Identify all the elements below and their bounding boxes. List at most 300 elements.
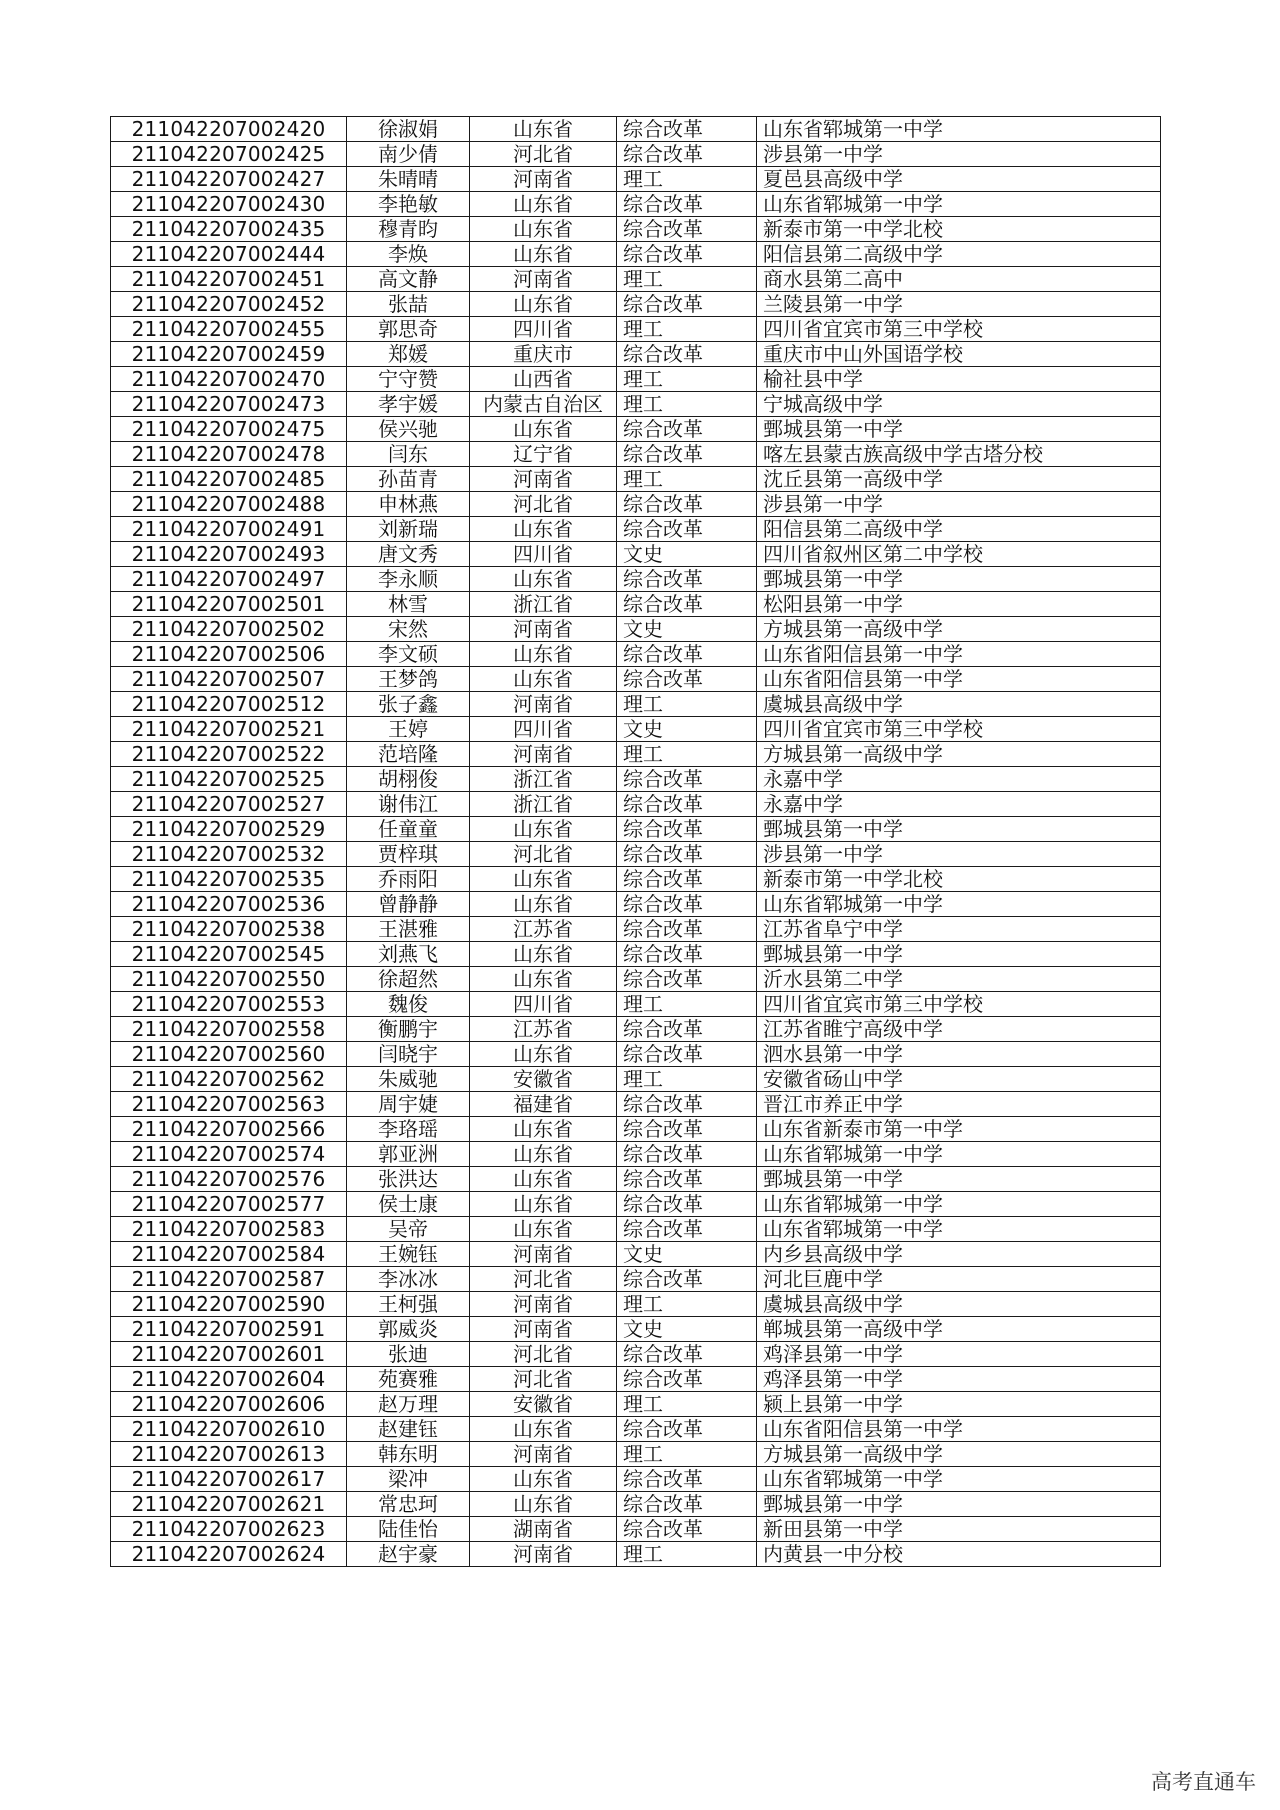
table-row: [111, 917, 1161, 942]
school-cell: 涉县第一中学: [757, 492, 1161, 517]
exam-id-cell: 211042207002566: [111, 1117, 347, 1142]
table-row: [111, 767, 1161, 792]
province-cell: 河南省: [470, 742, 617, 767]
exam-id-cell: 211042207002493: [111, 542, 347, 567]
school-cell: 虞城县高级中学: [757, 692, 1161, 717]
province-cell: 山东省: [470, 892, 617, 917]
student-name-cell: 王湛雅: [347, 917, 470, 942]
category-cell: 综合改革: [617, 117, 757, 142]
province-cell: 山西省: [470, 367, 617, 392]
table-row: [111, 717, 1161, 742]
exam-id-cell: 211042207002584: [111, 1242, 347, 1267]
school-cell: 内黄县一中分校: [757, 1542, 1161, 1567]
category-cell: 综合改革: [617, 217, 757, 242]
exam-id-cell: 211042207002475: [111, 417, 347, 442]
student-name-cell: 曾静静: [347, 892, 470, 917]
category-cell: 理工: [617, 1292, 757, 1317]
table-row: [111, 992, 1161, 1017]
province-cell: 湖南省: [470, 1517, 617, 1542]
exam-id-cell: 211042207002470: [111, 367, 347, 392]
school-cell: 涉县第一中学: [757, 142, 1161, 167]
school-cell: 商水县第二高中: [757, 267, 1161, 292]
category-cell: 理工: [617, 392, 757, 417]
category-cell: 综合改革: [617, 1417, 757, 1442]
table-row: [111, 1142, 1161, 1167]
category-cell: 综合改革: [617, 1142, 757, 1167]
category-cell: 综合改革: [617, 1092, 757, 1117]
school-cell: 永嘉中学: [757, 792, 1161, 817]
category-cell: 综合改革: [617, 642, 757, 667]
province-cell: 江苏省: [470, 917, 617, 942]
category-cell: 综合改革: [617, 417, 757, 442]
province-cell: 山东省: [470, 1492, 617, 1517]
exam-id-cell: 211042207002560: [111, 1042, 347, 1067]
student-name-cell: 任童童: [347, 817, 470, 842]
school-cell: 新田县第一中学: [757, 1517, 1161, 1542]
province-cell: 山东省: [470, 192, 617, 217]
province-cell: 河北省: [470, 1342, 617, 1367]
table-row: [111, 592, 1161, 617]
province-cell: 山东省: [470, 642, 617, 667]
province-cell: 河北省: [470, 1267, 617, 1292]
province-cell: 河南省: [470, 617, 617, 642]
exam-id-cell: 211042207002455: [111, 317, 347, 342]
school-cell: 方城县第一高级中学: [757, 742, 1161, 767]
province-cell: 河北省: [470, 492, 617, 517]
province-cell: 山东省: [470, 1142, 617, 1167]
category-cell: 综合改革: [617, 967, 757, 992]
student-name-cell: 梁冲: [347, 1467, 470, 1492]
school-cell: 鸡泽县第一中学: [757, 1342, 1161, 1367]
school-cell: 兰陵县第一中学: [757, 292, 1161, 317]
exam-id-cell: 211042207002617: [111, 1467, 347, 1492]
province-cell: 河北省: [470, 842, 617, 867]
student-name-cell: 孙苗青: [347, 467, 470, 492]
table-row: [111, 1242, 1161, 1267]
student-name-cell: 宁守赞: [347, 367, 470, 392]
student-name-cell: 刘新瑞: [347, 517, 470, 542]
school-cell: 内乡县高级中学: [757, 1242, 1161, 1267]
exam-id-cell: 211042207002473: [111, 392, 347, 417]
province-cell: 河南省: [470, 1442, 617, 1467]
exam-id-cell: 211042207002506: [111, 642, 347, 667]
school-cell: 新泰市第一中学北校: [757, 867, 1161, 892]
student-name-cell: 申林燕: [347, 492, 470, 517]
school-cell: 鸡泽县第一中学: [757, 1367, 1161, 1392]
exam-id-cell: 211042207002538: [111, 917, 347, 942]
student-name-cell: 徐超然: [347, 967, 470, 992]
category-cell: 综合改革: [617, 192, 757, 217]
school-cell: 山东省郓城第一中学: [757, 1217, 1161, 1242]
table-row: [111, 1367, 1161, 1392]
province-cell: 山东省: [470, 567, 617, 592]
exam-id-cell: 211042207002488: [111, 492, 347, 517]
student-name-cell: 范培隆: [347, 742, 470, 767]
student-name-cell: 郑媛: [347, 342, 470, 367]
province-cell: 辽宁省: [470, 442, 617, 467]
student-name-cell: 吴帝: [347, 1217, 470, 1242]
student-name-cell: 王婷: [347, 717, 470, 742]
exam-id-cell: 211042207002444: [111, 242, 347, 267]
province-cell: 浙江省: [470, 792, 617, 817]
table-row: [111, 342, 1161, 367]
student-name-cell: 李文硕: [347, 642, 470, 667]
school-cell: 榆社县中学: [757, 367, 1161, 392]
student-name-cell: 张迪: [347, 1342, 470, 1367]
table-row: [111, 967, 1161, 992]
school-cell: 虞城县高级中学: [757, 1292, 1161, 1317]
exam-id-cell: 211042207002532: [111, 842, 347, 867]
exam-id-cell: 211042207002497: [111, 567, 347, 592]
category-cell: 综合改革: [617, 1042, 757, 1067]
exam-id-cell: 211042207002452: [111, 292, 347, 317]
exam-id-cell: 211042207002420: [111, 117, 347, 142]
table-row: [111, 317, 1161, 342]
province-cell: 安徽省: [470, 1067, 617, 1092]
school-cell: 江苏省睢宁高级中学: [757, 1017, 1161, 1042]
table-row: [111, 492, 1161, 517]
exam-id-cell: 211042207002583: [111, 1217, 347, 1242]
student-name-cell: 魏俊: [347, 992, 470, 1017]
exam-id-cell: 211042207002576: [111, 1167, 347, 1192]
province-cell: 山东省: [470, 117, 617, 142]
exam-id-cell: 211042207002536: [111, 892, 347, 917]
exam-id-cell: 211042207002587: [111, 1267, 347, 1292]
school-cell: 鄄城县第一中学: [757, 567, 1161, 592]
category-cell: 综合改革: [617, 842, 757, 867]
exam-id-cell: 211042207002501: [111, 592, 347, 617]
student-name-cell: 郭亚洲: [347, 1142, 470, 1167]
category-cell: 综合改革: [617, 667, 757, 692]
table-row: [111, 1317, 1161, 1342]
school-cell: 方城县第一高级中学: [757, 617, 1161, 642]
province-cell: 山东省: [470, 867, 617, 892]
school-cell: 喀左县蒙古族高级中学古塔分校: [757, 442, 1161, 467]
exam-id-cell: 211042207002558: [111, 1017, 347, 1042]
exam-id-cell: 211042207002562: [111, 1067, 347, 1092]
table-row: [111, 542, 1161, 567]
province-cell: 河南省: [470, 1242, 617, 1267]
exam-id-cell: 211042207002512: [111, 692, 347, 717]
student-name-cell: 王婉钰: [347, 1242, 470, 1267]
table-row: [111, 392, 1161, 417]
table-row: [111, 1442, 1161, 1467]
student-name-cell: 高文静: [347, 267, 470, 292]
province-cell: 山东省: [470, 1117, 617, 1142]
student-name-cell: 李焕: [347, 242, 470, 267]
exam-id-cell: 211042207002610: [111, 1417, 347, 1442]
school-cell: 安徽省砀山中学: [757, 1067, 1161, 1092]
province-cell: 山东省: [470, 242, 617, 267]
province-cell: 河北省: [470, 1367, 617, 1392]
table-row: [111, 792, 1161, 817]
category-cell: 综合改革: [617, 1217, 757, 1242]
province-cell: 山东省: [470, 942, 617, 967]
student-name-cell: 闫东: [347, 442, 470, 467]
exam-id-cell: 211042207002624: [111, 1542, 347, 1567]
category-cell: 综合改革: [617, 292, 757, 317]
student-name-cell: 南少倩: [347, 142, 470, 167]
school-cell: 沂水县第二中学: [757, 967, 1161, 992]
category-cell: 综合改革: [617, 1467, 757, 1492]
table-row: [111, 167, 1161, 192]
province-cell: 河南省: [470, 1317, 617, 1342]
student-name-cell: 谢伟江: [347, 792, 470, 817]
exam-id-cell: 211042207002545: [111, 942, 347, 967]
school-cell: 夏邑县高级中学: [757, 167, 1161, 192]
category-cell: 理工: [617, 1542, 757, 1567]
student-name-cell: 衡鹏宇: [347, 1017, 470, 1042]
category-cell: 综合改革: [617, 942, 757, 967]
category-cell: 综合改革: [617, 442, 757, 467]
category-cell: 文史: [617, 1242, 757, 1267]
category-cell: 综合改革: [617, 792, 757, 817]
school-cell: 鄄城县第一中学: [757, 1492, 1161, 1517]
table-row: [111, 1342, 1161, 1367]
student-name-cell: 张子鑫: [347, 692, 470, 717]
table-row: [111, 1542, 1161, 1567]
province-cell: 四川省: [470, 542, 617, 567]
table-row: [111, 867, 1161, 892]
table-row: [111, 1417, 1161, 1442]
table-row: [111, 1042, 1161, 1067]
exam-id-cell: 211042207002563: [111, 1092, 347, 1117]
exam-id-cell: 211042207002574: [111, 1142, 347, 1167]
province-cell: 山东省: [470, 517, 617, 542]
province-cell: 山东省: [470, 217, 617, 242]
exam-id-cell: 211042207002606: [111, 1392, 347, 1417]
exam-id-cell: 211042207002550: [111, 967, 347, 992]
province-cell: 福建省: [470, 1092, 617, 1117]
province-cell: 山东省: [470, 667, 617, 692]
table-row: [111, 442, 1161, 467]
exam-id-cell: 211042207002604: [111, 1367, 347, 1392]
student-name-cell: 李永顺: [347, 567, 470, 592]
school-cell: 河北巨鹿中学: [757, 1267, 1161, 1292]
table-body: [111, 117, 1161, 1567]
table-row: [111, 567, 1161, 592]
category-cell: 综合改革: [617, 567, 757, 592]
student-name-cell: 李冰冰: [347, 1267, 470, 1292]
school-cell: 阳信县第二高级中学: [757, 517, 1161, 542]
school-cell: 山东省郓城第一中学: [757, 1192, 1161, 1217]
province-cell: 安徽省: [470, 1392, 617, 1417]
student-name-cell: 孝宇媛: [347, 392, 470, 417]
category-cell: 综合改革: [617, 1192, 757, 1217]
category-cell: 综合改革: [617, 142, 757, 167]
category-cell: 文史: [617, 542, 757, 567]
province-cell: 河南省: [470, 267, 617, 292]
category-cell: 综合改革: [617, 1342, 757, 1367]
table-row: [111, 1517, 1161, 1542]
school-cell: 鄄城县第一中学: [757, 942, 1161, 967]
table-row: [111, 1392, 1161, 1417]
school-cell: 松阳县第一中学: [757, 592, 1161, 617]
watermark: 高考直通车: [1151, 1770, 1256, 1794]
category-cell: 综合改革: [617, 892, 757, 917]
province-cell: 重庆市: [470, 342, 617, 367]
category-cell: 综合改革: [617, 592, 757, 617]
student-name-cell: 林雪: [347, 592, 470, 617]
school-cell: 涉县第一中学: [757, 842, 1161, 867]
school-cell: 宁城高级中学: [757, 392, 1161, 417]
student-name-cell: 陆佳怡: [347, 1517, 470, 1542]
student-name-cell: 郭威炎: [347, 1317, 470, 1342]
category-cell: 综合改革: [617, 1367, 757, 1392]
student-name-cell: 徐淑娟: [347, 117, 470, 142]
school-cell: 泗水县第一中学: [757, 1042, 1161, 1067]
table-row: [111, 467, 1161, 492]
school-cell: 江苏省阜宁中学: [757, 917, 1161, 942]
student-name-cell: 贾梓琪: [347, 842, 470, 867]
school-cell: 郸城县第一高级中学: [757, 1317, 1161, 1342]
category-cell: 综合改革: [617, 342, 757, 367]
category-cell: 理工: [617, 992, 757, 1017]
table-row: [111, 367, 1161, 392]
table-row: [111, 1017, 1161, 1042]
category-cell: 综合改革: [617, 867, 757, 892]
table-row: [111, 1467, 1161, 1492]
exam-id-cell: 211042207002521: [111, 717, 347, 742]
category-cell: 综合改革: [617, 817, 757, 842]
student-name-cell: 侯士康: [347, 1192, 470, 1217]
category-cell: 理工: [617, 167, 757, 192]
school-cell: 鄄城县第一中学: [757, 1167, 1161, 1192]
student-name-cell: 赵宇豪: [347, 1542, 470, 1567]
category-cell: 综合改革: [617, 492, 757, 517]
table-row: [111, 142, 1161, 167]
exam-id-cell: 211042207002491: [111, 517, 347, 542]
school-cell: 四川省宜宾市第三中学校: [757, 317, 1161, 342]
school-cell: 方城县第一高级中学: [757, 1442, 1161, 1467]
student-name-cell: 赵万理: [347, 1392, 470, 1417]
school-cell: 四川省宜宾市第三中学校: [757, 717, 1161, 742]
exam-id-cell: 211042207002425: [111, 142, 347, 167]
category-cell: 综合改革: [617, 242, 757, 267]
exam-id-cell: 211042207002451: [111, 267, 347, 292]
category-cell: 文史: [617, 1317, 757, 1342]
province-cell: 河南省: [470, 692, 617, 717]
province-cell: 山东省: [470, 417, 617, 442]
table-row: [111, 742, 1161, 767]
student-name-cell: 郭思奇: [347, 317, 470, 342]
student-name-cell: 李艳敏: [347, 192, 470, 217]
school-cell: 晋江市养正中学: [757, 1092, 1161, 1117]
exam-id-cell: 211042207002553: [111, 992, 347, 1017]
exam-id-cell: 211042207002502: [111, 617, 347, 642]
student-name-cell: 王柯强: [347, 1292, 470, 1317]
province-cell: 河北省: [470, 142, 617, 167]
exam-id-cell: 211042207002577: [111, 1192, 347, 1217]
table-row: [111, 1192, 1161, 1217]
table-row: [111, 517, 1161, 542]
school-cell: 山东省阳信县第一中学: [757, 642, 1161, 667]
province-cell: 内蒙古自治区: [470, 392, 617, 417]
school-cell: 永嘉中学: [757, 767, 1161, 792]
exam-id-cell: 211042207002535: [111, 867, 347, 892]
school-cell: 阳信县第二高级中学: [757, 242, 1161, 267]
student-name-cell: 朱威驰: [347, 1067, 470, 1092]
student-name-cell: 赵建钰: [347, 1417, 470, 1442]
exam-id-cell: 211042207002459: [111, 342, 347, 367]
province-cell: 山东省: [470, 1042, 617, 1067]
school-cell: 山东省郓城第一中学: [757, 892, 1161, 917]
school-cell: 鄄城县第一中学: [757, 817, 1161, 842]
student-name-cell: 常忠珂: [347, 1492, 470, 1517]
school-cell: 沈丘县第一高级中学: [757, 467, 1161, 492]
province-cell: 浙江省: [470, 767, 617, 792]
exam-id-cell: 211042207002591: [111, 1317, 347, 1342]
school-cell: 四川省宜宾市第三中学校: [757, 992, 1161, 1017]
exam-id-cell: 211042207002507: [111, 667, 347, 692]
table-row: [111, 842, 1161, 867]
exam-id-cell: 211042207002623: [111, 1517, 347, 1542]
table-row: [111, 1492, 1161, 1517]
school-cell: 山东省阳信县第一中学: [757, 667, 1161, 692]
category-cell: 理工: [617, 367, 757, 392]
table-row: [111, 942, 1161, 967]
student-name-cell: 胡栩俊: [347, 767, 470, 792]
exam-id-cell: 211042207002525: [111, 767, 347, 792]
school-cell: 山东省阳信县第一中学: [757, 1417, 1161, 1442]
school-cell: 山东省郓城第一中学: [757, 192, 1161, 217]
province-cell: 山东省: [470, 1192, 617, 1217]
category-cell: 理工: [617, 1392, 757, 1417]
province-cell: 河南省: [470, 1292, 617, 1317]
exam-id-cell: 211042207002613: [111, 1442, 347, 1467]
exam-id-cell: 211042207002430: [111, 192, 347, 217]
exam-id-cell: 211042207002590: [111, 1292, 347, 1317]
student-name-cell: 韩东明: [347, 1442, 470, 1467]
province-cell: 四川省: [470, 317, 617, 342]
exam-id-cell: 211042207002529: [111, 817, 347, 842]
province-cell: 山东省: [470, 817, 617, 842]
student-name-cell: 闫晓宇: [347, 1042, 470, 1067]
category-cell: 理工: [617, 1067, 757, 1092]
student-name-cell: 宋然: [347, 617, 470, 642]
exam-id-cell: 211042207002621: [111, 1492, 347, 1517]
table-row: [111, 417, 1161, 442]
student-name-cell: 侯兴驰: [347, 417, 470, 442]
category-cell: 理工: [617, 267, 757, 292]
student-name-cell: 乔雨阳: [347, 867, 470, 892]
category-cell: 综合改革: [617, 1167, 757, 1192]
province-cell: 山东省: [470, 1417, 617, 1442]
category-cell: 综合改革: [617, 1117, 757, 1142]
category-cell: 综合改革: [617, 1017, 757, 1042]
table-row: [111, 692, 1161, 717]
province-cell: 山东省: [470, 1217, 617, 1242]
category-cell: 理工: [617, 692, 757, 717]
category-cell: 理工: [617, 742, 757, 767]
school-cell: 颍上县第一中学: [757, 1392, 1161, 1417]
school-cell: 重庆市中山外国语学校: [757, 342, 1161, 367]
student-name-cell: 张洪达: [347, 1167, 470, 1192]
table-row: [111, 117, 1161, 142]
table-row: [111, 1067, 1161, 1092]
school-cell: 山东省郓城第一中学: [757, 1467, 1161, 1492]
province-cell: 河南省: [470, 467, 617, 492]
school-cell: 新泰市第一中学北校: [757, 217, 1161, 242]
category-cell: 综合改革: [617, 917, 757, 942]
table-row: [111, 1292, 1161, 1317]
exam-id-cell: 211042207002478: [111, 442, 347, 467]
province-cell: 浙江省: [470, 592, 617, 617]
student-name-cell: 苑赛雅: [347, 1367, 470, 1392]
category-cell: 综合改革: [617, 1492, 757, 1517]
admission-list-table: [110, 116, 1161, 1567]
province-cell: 山东省: [470, 967, 617, 992]
